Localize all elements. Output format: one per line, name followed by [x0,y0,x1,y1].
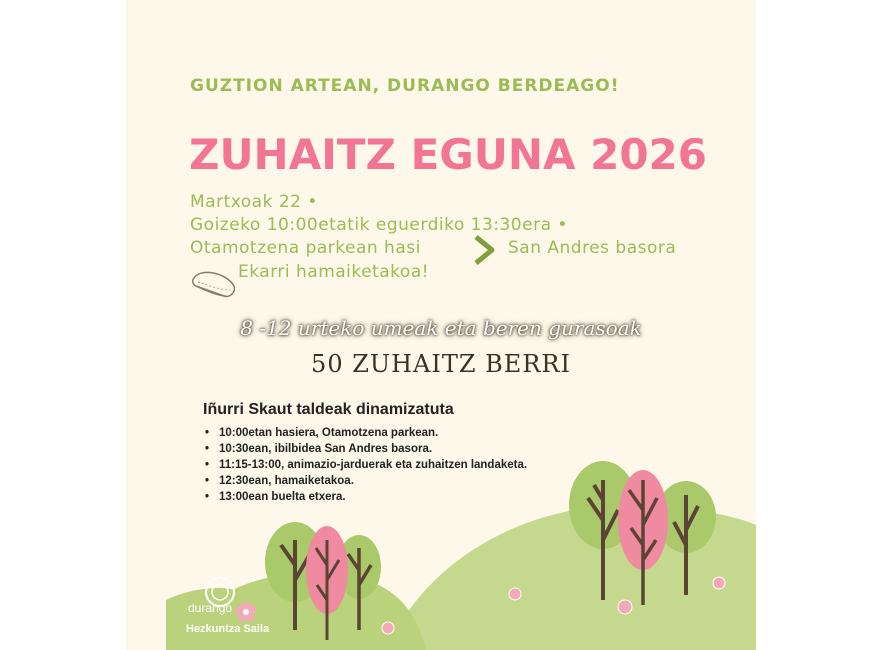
event-date: Martxoak 22 • [190,192,318,212]
sandwich-icon [190,264,238,304]
department-name: Hezkuntza Saila [186,623,270,635]
event-title: ZUHAITZ EGUNA 2026 [189,130,708,179]
list-item: • 13:00ean buelta etxera. [203,489,527,505]
durango-flower-logo [186,570,266,630]
audience-text: 8 -12 urteko umeak eta beren gurasoak [240,316,642,340]
organizer-heading: Iñurri Skaut taldeak dinamizatuta [203,401,454,418]
list-item: • 10:30ean, ibilbidea San Andres basora. [203,441,527,457]
route-end: San Andres basora [508,238,677,258]
snack-note: Ekarri hamaiketakoa! [238,262,430,282]
event-poster [126,0,756,650]
slogan: GUZTION ARTEAN, DURANGO BERDEAGO! [190,76,620,96]
list-item: • 11:15-13:00, animazio-jarduerak eta zuhaitzen landaketa. [203,457,527,473]
event-time: Goizeko 10:00etatik eguerdiko 13:30era • [190,215,568,235]
schedule-list [203,425,527,505]
route-start: Otamotzena parkean hasi [190,238,421,258]
trees-headline: 50 ZUHAITZ BERRI [311,350,571,378]
flower-logo-icon [236,602,257,622]
chevron-right-icon [472,234,498,266]
list-item: • 10:00etan hasiera, Otamotzena parkean. [203,425,527,441]
list-item: • 12:30ean, hamaiketakoa. [203,473,527,489]
logo-name: durango [188,601,233,615]
